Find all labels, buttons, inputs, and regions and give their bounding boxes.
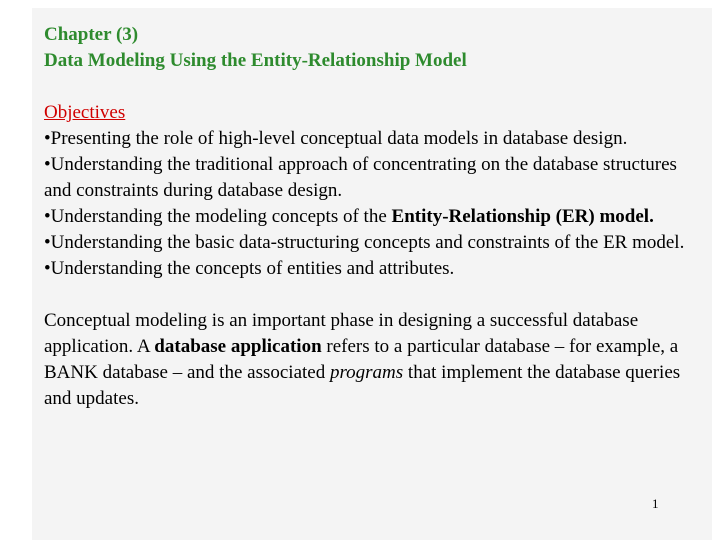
spacer	[44, 74, 708, 100]
paragraph-text: Conceptual modeling is an important phase in designing a successful database application. A	[44, 310, 639, 357]
bullet-item: •Understanding the traditional approach of concentrating on the database structures and constraints during database design.	[44, 154, 677, 201]
paragraph-text: refers to a particular database – for example, a BANK database – and the associated	[44, 336, 679, 383]
page-number: 1	[652, 496, 659, 511]
chapter-label: Chapter (3)	[44, 24, 139, 45]
paragraph	[44, 308, 708, 412]
bullet-item: •Understanding the concepts of entities and attributes.	[44, 258, 455, 279]
slide-title: Data Modeling Using the Entity-Relationship Model	[44, 50, 467, 71]
slide	[32, 8, 712, 540]
paragraph-bold-term: database application	[154, 336, 322, 357]
bullet-item	[44, 204, 708, 230]
bullet-bold-term: Entity-Relationship (ER) model.	[391, 206, 654, 227]
bullet-item: •Understanding the basic data-structuring concepts and constraints of the ER model.	[44, 232, 685, 253]
bullet-text: •Understanding the modeling concepts of the	[44, 206, 392, 227]
objectives-heading: Objectives	[44, 102, 126, 123]
slide-content	[44, 22, 708, 412]
spacer	[44, 282, 708, 308]
paragraph-italic-term: programs	[329, 362, 404, 383]
paragraph-text: that implement the database queries and updates.	[44, 362, 681, 409]
bullet-item: •Presenting the role of high-level conceptual data models in database design.	[44, 128, 628, 149]
